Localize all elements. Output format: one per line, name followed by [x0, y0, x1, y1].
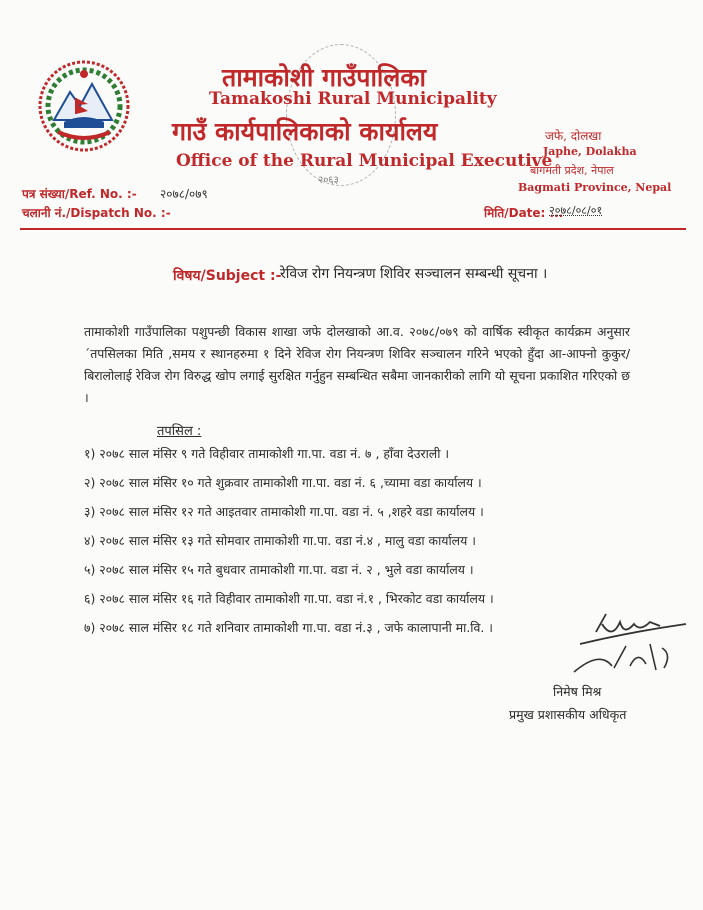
address-english: Japhe, Dolakha [543, 145, 637, 158]
office-seal-stamp [286, 44, 396, 186]
list-item: ४) २०७८ साल मंसिर १३ गते सोमवार तामाकोशी गा.पा. वडा नं.४ , मालु वडा कार्यालय । [84, 533, 476, 548]
list-item: ५) २०७८ साल मंसिर १५ गते बुधवार तामाकोशी गा.पा. वडा नं. २ , भुले वडा कार्यालय । [84, 562, 474, 577]
signatory-title: प्रमुख प्रशासकीय अधिकृत [509, 707, 627, 722]
date-value: २०७८/०८/०१ [549, 204, 603, 217]
notice-paragraph: तामाकोशी गाउँपालिका पशुपन्छी विकास शाखा जफे दोलखाको आ.व. २०७८/०७९ को वार्षिक स्वीकृत कार्यक्रम अनुसार ´तपसिलका मिति ,समय र स्थानहरुमा १ दिने रेविज रोग नियन्त्रण शिविर सञ्चालन गरिने भएको हुँदा आ-आफ्नो कुकुर/बिरालोलाई रेविज रोग विरुद्ध खोप लगाई सुरक्षित गर्नुहुन सम्बन्धित सबैमा जानकारीको लागि यो सूचना प्रकाशित गरिएको छ । [84, 324, 630, 405]
province-nepali: बागमती प्रदेश, नेपाल [530, 164, 614, 177]
subject-label: विषय/Subject :- [173, 268, 282, 284]
municipality-name-english: Tamakoshi Rural Municipality [209, 89, 497, 109]
nepal-emblem-icon [36, 58, 132, 154]
list-item: ६) २०७८ साल मंसिर १६ गते विहीवार तामाकोशी गा.पा. वडा नं.१ , भिरकोट वडा कार्यालय । [84, 591, 494, 606]
list-item: १) २०७८ साल मंसिर ९ गते विहीवार तामाकोशी गा.पा. वडा नं. ७ , हाँवा देउराली । [84, 446, 450, 461]
subject-text: रेविज रोग नियन्त्रण शिविर सञ्चालन सम्बन्धी सूचना । [280, 266, 548, 282]
schedule-heading: तपसिल : [157, 424, 202, 439]
header-divider [20, 228, 686, 230]
municipality-name-nepali: तामाकोशी गाउँपालिका [222, 63, 427, 92]
office-name-nepali: गाउँ कार्यपालिकाको कार्यालय [172, 117, 438, 146]
handwritten-signature [560, 610, 690, 690]
ref-no-label: पत्र संख्या/Ref. No. :- [22, 187, 137, 201]
province-english: Bagmati Province, Nepal [518, 181, 672, 194]
date-label: मिति/Date: ... [484, 206, 564, 220]
seal-year: २०६३ [318, 175, 339, 186]
list-item: २) २०७८ साल मंसिर १० गते शुक्रवार तामाकोशी गा.पा. वडा नं. ६ ,च्यामा वडा कार्यालय । [84, 475, 482, 490]
list-item: ३) २०७८ साल मंसिर १२ गते आइतवार तामाकोशी गा.पा. वडा नं. ५ ,शहरे वडा कार्यालय । [84, 504, 484, 519]
signatory-name: निमेष मिश्र [553, 684, 602, 699]
list-item: ७) २०७८ साल मंसिर १८ गते शनिवार तामाकोशी गा.पा. वडा नं.३ , जफे कालापानी मा.वि. । [84, 620, 493, 635]
dispatch-no-label: चलानी नं./Dispatch No. :- [22, 206, 171, 220]
office-name-english: Office of the Rural Municipal Executive [176, 151, 553, 171]
address-nepali: जफे, दोलखा [545, 129, 602, 143]
ref-no-value: २०७८/०७९ [160, 187, 208, 201]
